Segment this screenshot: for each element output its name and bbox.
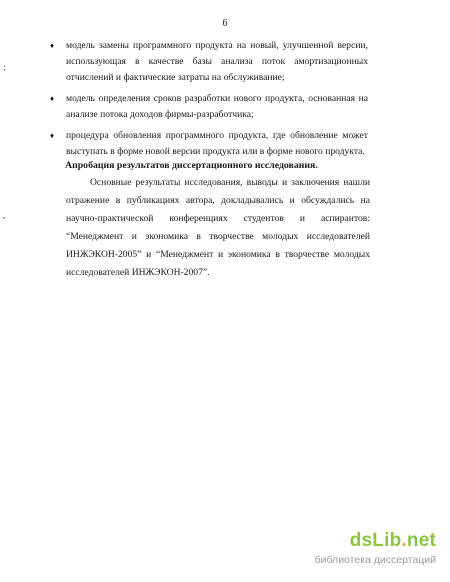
watermark-tld: net [406,530,436,551]
page-number: 6 [222,18,228,29]
list-item [48,91,368,123]
body-paragraph: Основные результаты исследования, выводы и заключения нашли отражение в публикациях автора, докладывались и обсуждались на научно-практической конференциях студентов и аспирантов: “Менеджмент и экономика в творчестве молодых исследователей ИНЖЭКОН-2005” и “Менеджмент и экономика в творчестве молодых исследователей ИНЖЭКОН-2007”. [66,177,370,278]
list-item-text: модель определения сроков разработки нового продукта, основанная на анализе потока доходов фирмы-разработчика; [66,93,368,120]
diamond-bullet-icon: ♦ [50,94,55,103]
list-item [48,128,368,160]
diamond-bullet-icon: ♦ [50,41,55,50]
diamond-bullet-icon: ♦ [50,131,55,140]
watermark [236,530,436,570]
list-item-text: модель замены программного продукта на новый, улучшенной версии, использующая в качестве базы анализа поток амортизационных отчислений и фактические затраты на обслуживание; [66,40,368,83]
watermark-logo [350,530,436,552]
watermark-subtitle: библиотека диссертаций [314,554,436,566]
watermark-brand: dsLib [349,530,402,551]
list-item-text: процедура обновления программного продукта, где обновление может выступать в форме новой версии продукта или в форме нового продукта. [66,130,368,157]
margin-mark-1: ; [3,62,6,72]
list-item [48,38,368,86]
section-heading: Апробация результатов диссертационного исследования. [65,160,318,171]
bullet-list [48,38,368,165]
watermark-dot: . [401,530,407,551]
margin-mark-2: , [3,210,6,220]
